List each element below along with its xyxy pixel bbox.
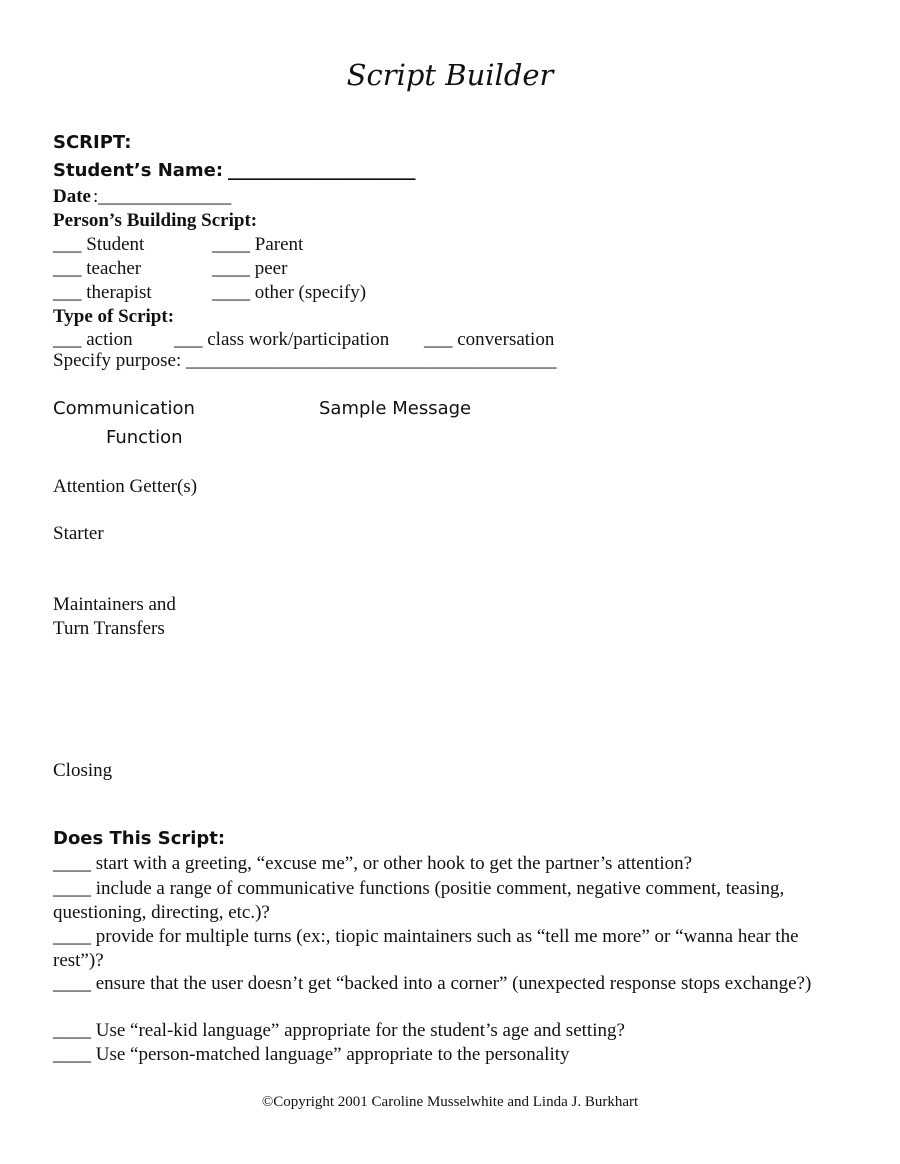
checklist-item: ____ Use “person-matched language” appropriate to the personality (53, 1044, 570, 1065)
checklist-item: ____ ensure that the user doesn’t get “backed into a corner” (unexpected response stops exchange?) (53, 973, 812, 994)
header-function: Function (106, 427, 183, 448)
checklist-item: ____ provide for multiple turns (ex:, tiopic maintainers such as “tell me more” or “wanna hear the rest”)? (53, 926, 799, 971)
date-label: Date (53, 186, 91, 207)
checklist-item: ____ include a range of communicative functions (positie comment, negative comment, teasing, questioning, directing, etc.)? (53, 878, 785, 923)
type-option-conversation: ___ conversation (424, 329, 555, 350)
person-option-other: ____ other (specify) (212, 282, 367, 303)
person-option-peer: ____ peer (212, 258, 288, 279)
specify-purpose: Specify purpose: _______________________________________ (53, 350, 557, 371)
type-of-script-heading: Type of Script: (53, 306, 175, 327)
page-title: Script Builder (346, 58, 554, 92)
person-option-therapist: ___ therapist (53, 282, 152, 303)
function-starter: Starter (53, 523, 104, 544)
person-option-parent: ____ Parent (212, 234, 304, 255)
checklist-item: ____ Use “real-kid language” appropriate for the student’s age and setting? (53, 1020, 625, 1041)
function-attention-getter: Attention Getter(s) (53, 476, 198, 497)
date-blank: :______________ (93, 186, 232, 207)
header-communication: Communication (53, 398, 195, 419)
checklist-item: ____ start with a greeting, “excuse me”, or other hook to get the partner’s attention? (53, 853, 693, 874)
function-closing: Closing (53, 760, 113, 781)
script-label: SCRIPT: (53, 132, 132, 153)
copyright-notice: ©Copyright 2001 Caroline Musselwhite and Linda J. Burkhart (261, 1094, 639, 1110)
student-name-label: Student’s Name: (53, 160, 224, 181)
checklist-heading: Does This Script: (53, 828, 226, 849)
type-option-action: ___ action (53, 329, 133, 350)
person-option-teacher: ___ teacher (53, 258, 142, 279)
header-sample-message: Sample Message (319, 398, 472, 419)
student-name-blank: ______________________ (228, 160, 415, 181)
persons-building-heading: Person’s Building Script: (53, 210, 258, 231)
type-option-classwork: ___ class work/participation (174, 329, 390, 350)
function-maintainers: Maintainers and (53, 594, 176, 615)
function-turn-transfers: Turn Transfers (53, 618, 165, 639)
person-option-student: ___ Student (53, 234, 145, 255)
